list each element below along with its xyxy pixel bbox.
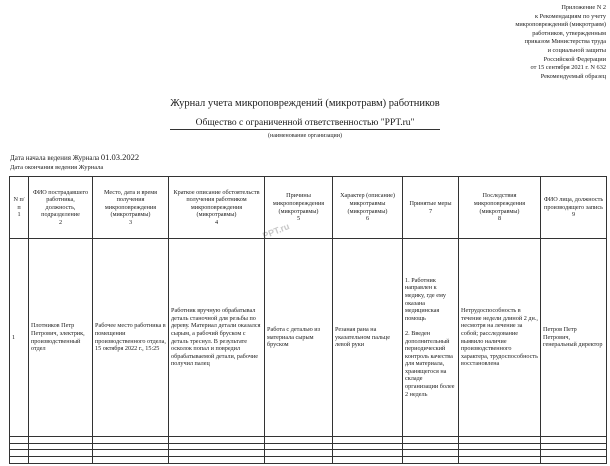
appendix-line: Российской Федерации [543, 55, 606, 63]
header-cell: Принятые меры 7 [403, 177, 459, 239]
journal-start-label: Дата начала ведения Журнала [10, 154, 100, 162]
appendix-line: работников, утвержденным [532, 29, 606, 37]
empty-row [10, 443, 607, 450]
header-cell: ФИО лица, должность производящего запись 9 [541, 177, 607, 239]
empty-row [10, 457, 607, 464]
header-cell: Краткое описание обстоятельств получения работником микроповреждения (микротравмы) 4 [169, 177, 265, 239]
empty-row [10, 450, 607, 457]
measures-cell: 1. Работник направлен к медику, где ему оказана медицинская помощь 2. Введен дополнительный периодический контроль качества для материала, хранящегося на складе организации более 2 недель [403, 239, 459, 437]
appendix-line: Рекомендуемый образец [540, 72, 606, 80]
journal-end-label: Дата окончания ведения Журнала [10, 164, 104, 171]
journal-table [9, 176, 607, 464]
organization-caption: (наименование организации) [268, 133, 342, 139]
appendix-note [420, 4, 606, 81]
appendix-line: Приложение N 2 [561, 4, 606, 11]
organization-name: Общество с ограниченной ответственностью "РРТ.ru" [170, 118, 440, 130]
journal-start-date: 01.03.2022 [100, 152, 140, 162]
table-header-row [10, 177, 607, 239]
employee-cell: Плотников Петр Петрович, электрик, производственный отдел [29, 239, 93, 437]
consequences-cell: Нетрудоспособность в течение недели длиной 2 дн., несмотря на лечение за собой; расследование выявило наличие производственного характера, трудоспособность восстановлена [459, 239, 541, 437]
journal-start-line [10, 152, 139, 162]
appendix-line: к Рекомендациям по учету [535, 12, 606, 20]
injury-nature-cell: Резаная рана на указательном пальце левой руки [333, 239, 403, 437]
header-cell: Последствия микроповреждения (микротравмы) 8 [459, 177, 541, 239]
watermark: PPT.ru [261, 221, 291, 241]
empty-row [10, 436, 607, 443]
header-cell: N п/п 1 [10, 177, 29, 239]
appendix-line: и социальной защиты [547, 46, 606, 54]
appendix-line: приказом Министерства труда [524, 38, 606, 46]
recorder-cell: Петров Петр Петрович, генеральный директор [541, 239, 607, 437]
row-number-cell: 1 [10, 239, 29, 437]
document-title: Журнал учета микроповреждений (микротравм) работников [170, 98, 440, 109]
circumstances-cell: Работник вручную обрабатывал деталь станочной для резьбы по дереву. Материал детали оказался сырым, а рабочий бруском с деталь треснул. В результате осколок попал и повредил обрабатываемой детали, рабочие получил палец [169, 239, 265, 437]
header-cell: ФИО пострадавшего работника, должность, подразделение 2 [29, 177, 93, 239]
causes-cell: Работа с деталью из материала сырым бруском [265, 239, 333, 437]
appendix-line: от 15 сентября 2021 г. N 632 [530, 64, 606, 72]
table-row [10, 239, 607, 437]
place-time-cell: Рабочее место работника в помещении производственного отдела, 15 октября 2022 г., 15:25 [93, 239, 169, 437]
header-cell: Причины микроповреждения (микротравмы) 5 [265, 177, 333, 239]
header-cell: Место, дата и время получения микроповреждения (микротравмы) 3 [93, 177, 169, 239]
appendix-line: микроповреждений (микротравм) [515, 21, 606, 29]
header-cell: Характер (описание) микротравмы (микротравмы) 6 [333, 177, 403, 239]
